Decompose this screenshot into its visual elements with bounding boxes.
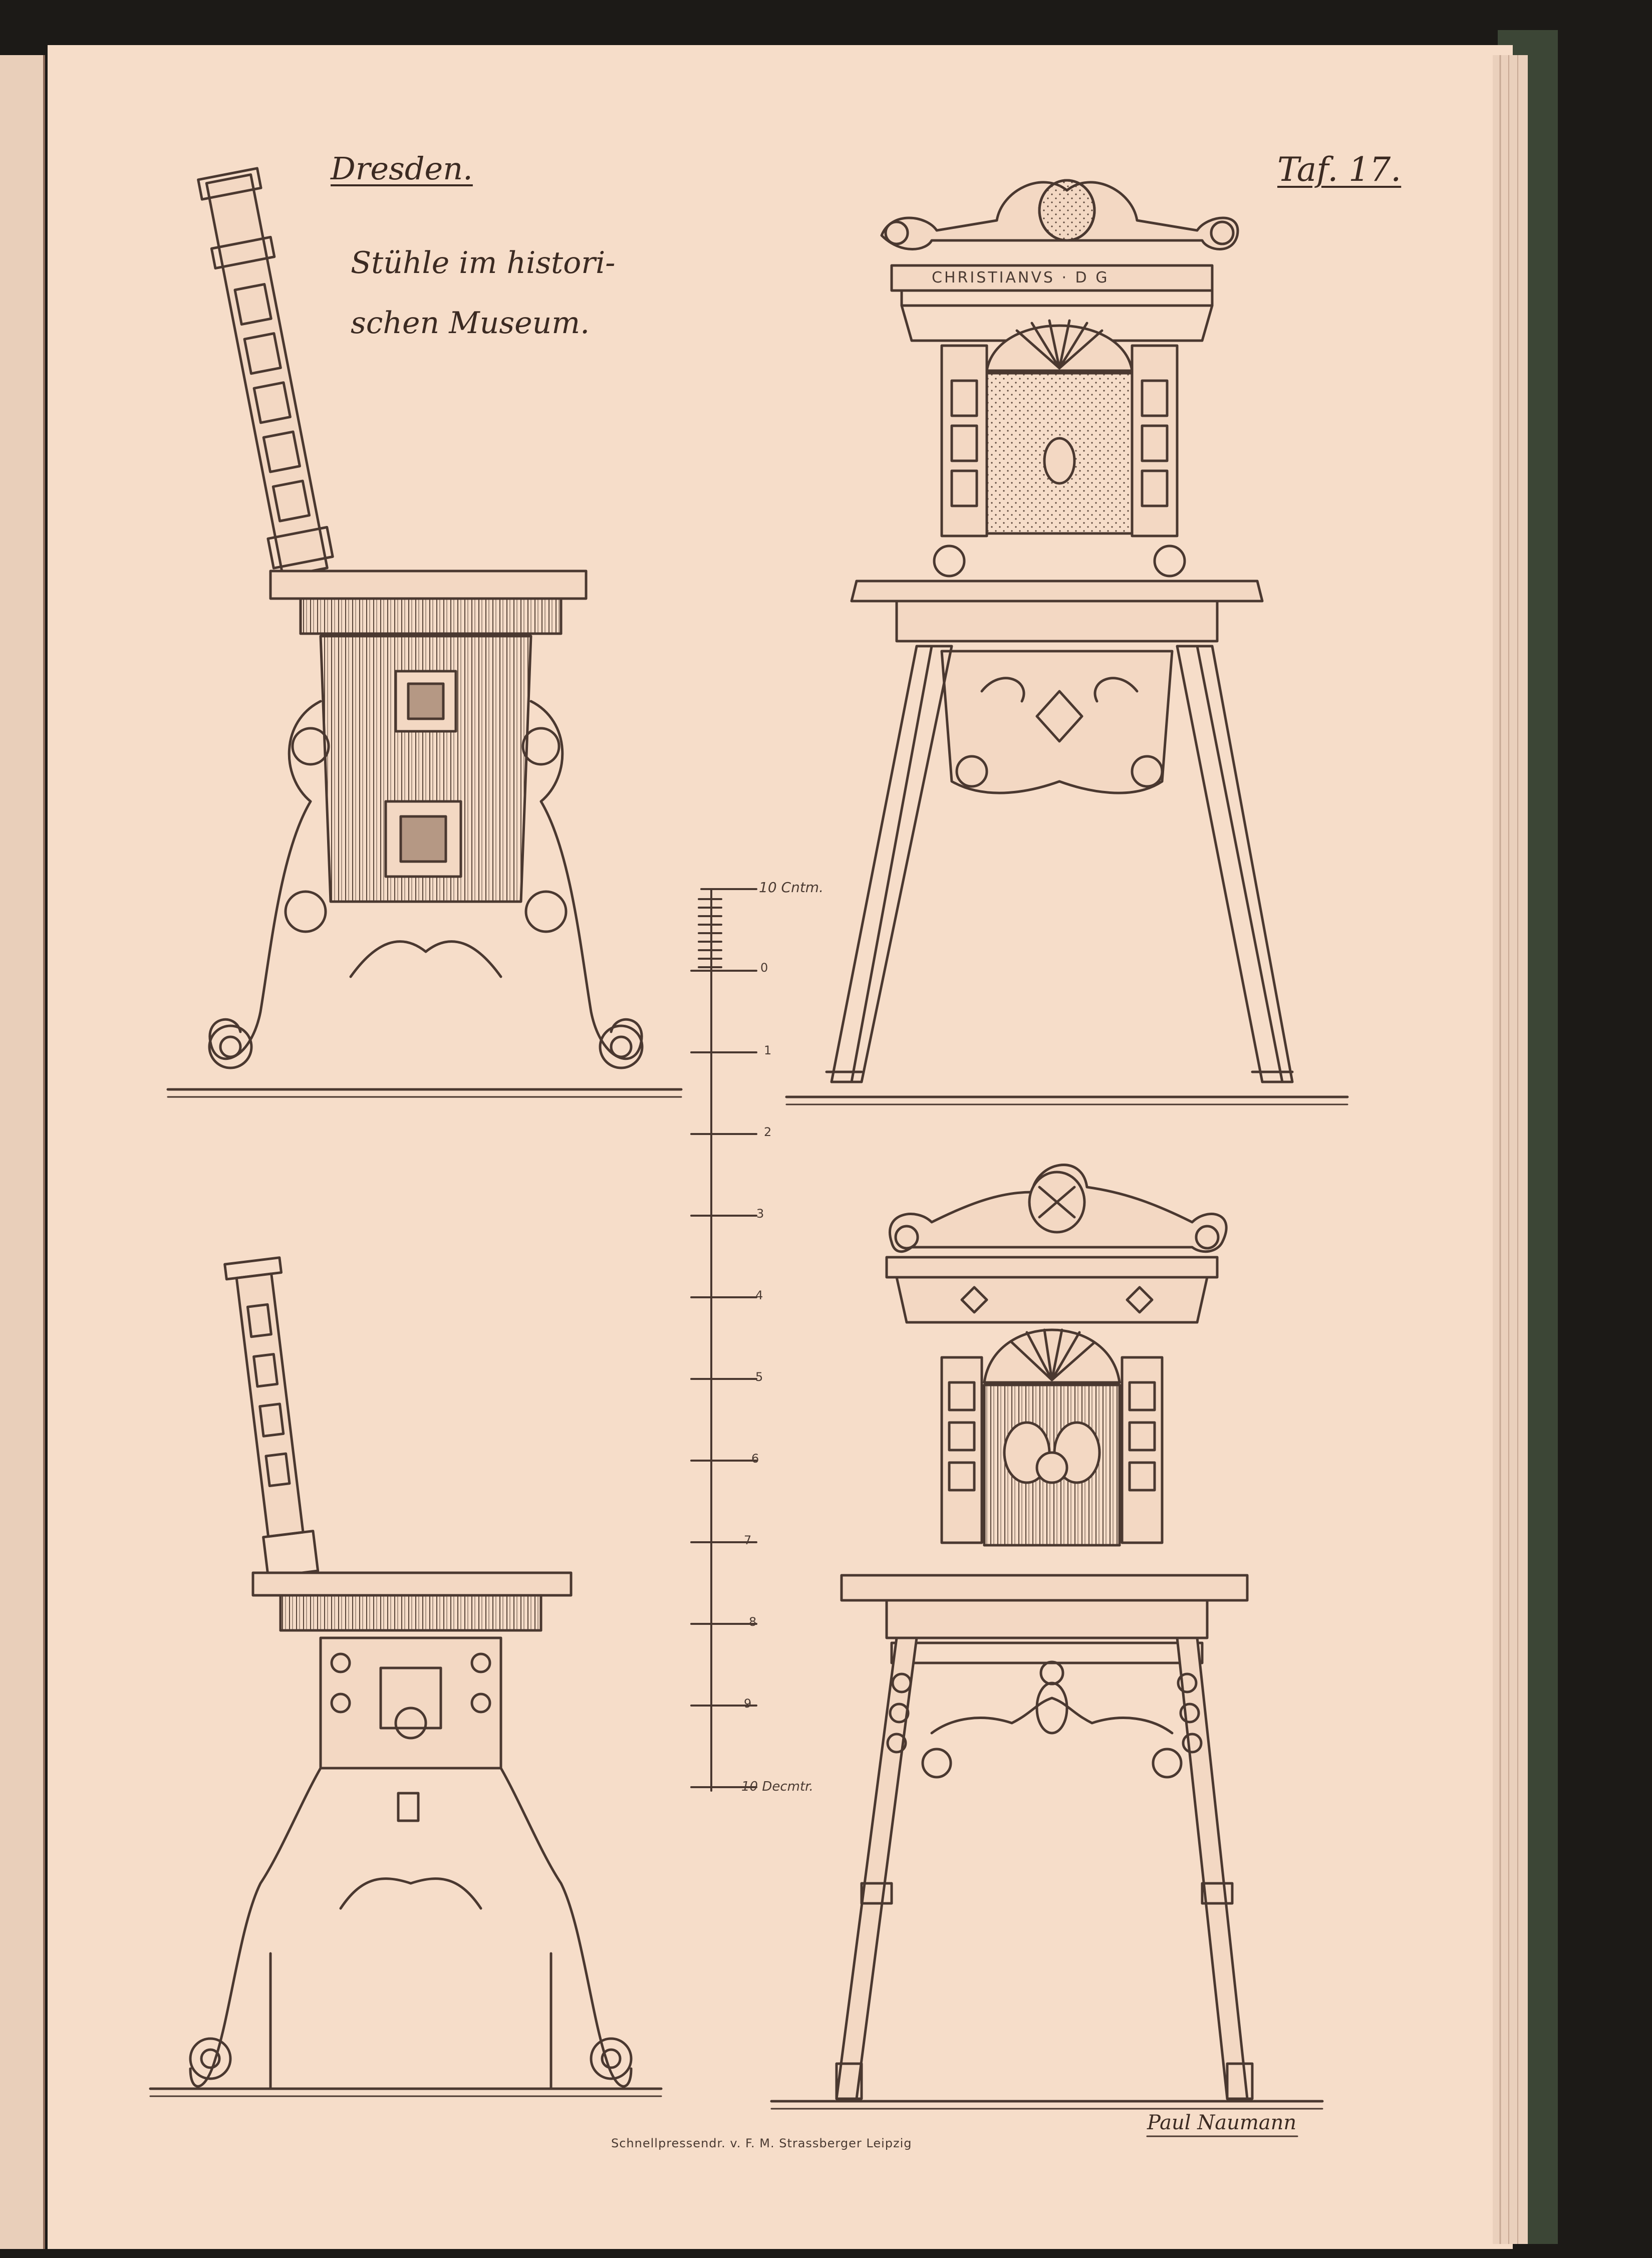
chair-inscription: CHRISTIANVS · D G [932, 269, 1110, 287]
scale-tick-7: 7 [744, 1533, 752, 1547]
scale-bottom-label: 10 Decmtr. [741, 1779, 813, 1794]
scale-top-label: 10 Cntm. [759, 879, 823, 896]
scale-tick-3: 3 [756, 1207, 764, 1221]
scale-tick-6: 6 [751, 1452, 759, 1466]
scale-tick-1: 1 [764, 1043, 772, 1057]
printer-credit: Schnellpressendr. v. F. M. Strassberger Leipzig [611, 2136, 912, 2150]
subject-title-line-1: Stühle im histori- [351, 245, 616, 280]
scale-tick-2: 2 [764, 1125, 772, 1139]
plate-number: Taf. 17. [1277, 150, 1402, 189]
scale-tick-4: 4 [755, 1288, 763, 1302]
subject-title-line-2: schen Museum. [351, 306, 590, 341]
scale-zero-label: 0 [760, 961, 768, 975]
artist-signature: Paul Naumann [1147, 2111, 1297, 2134]
scale-tick-8: 8 [749, 1615, 757, 1629]
scale-tick-9: 9 [744, 1697, 752, 1711]
city-title: Dresden. [331, 150, 473, 187]
scale-tick-5: 5 [755, 1370, 763, 1384]
